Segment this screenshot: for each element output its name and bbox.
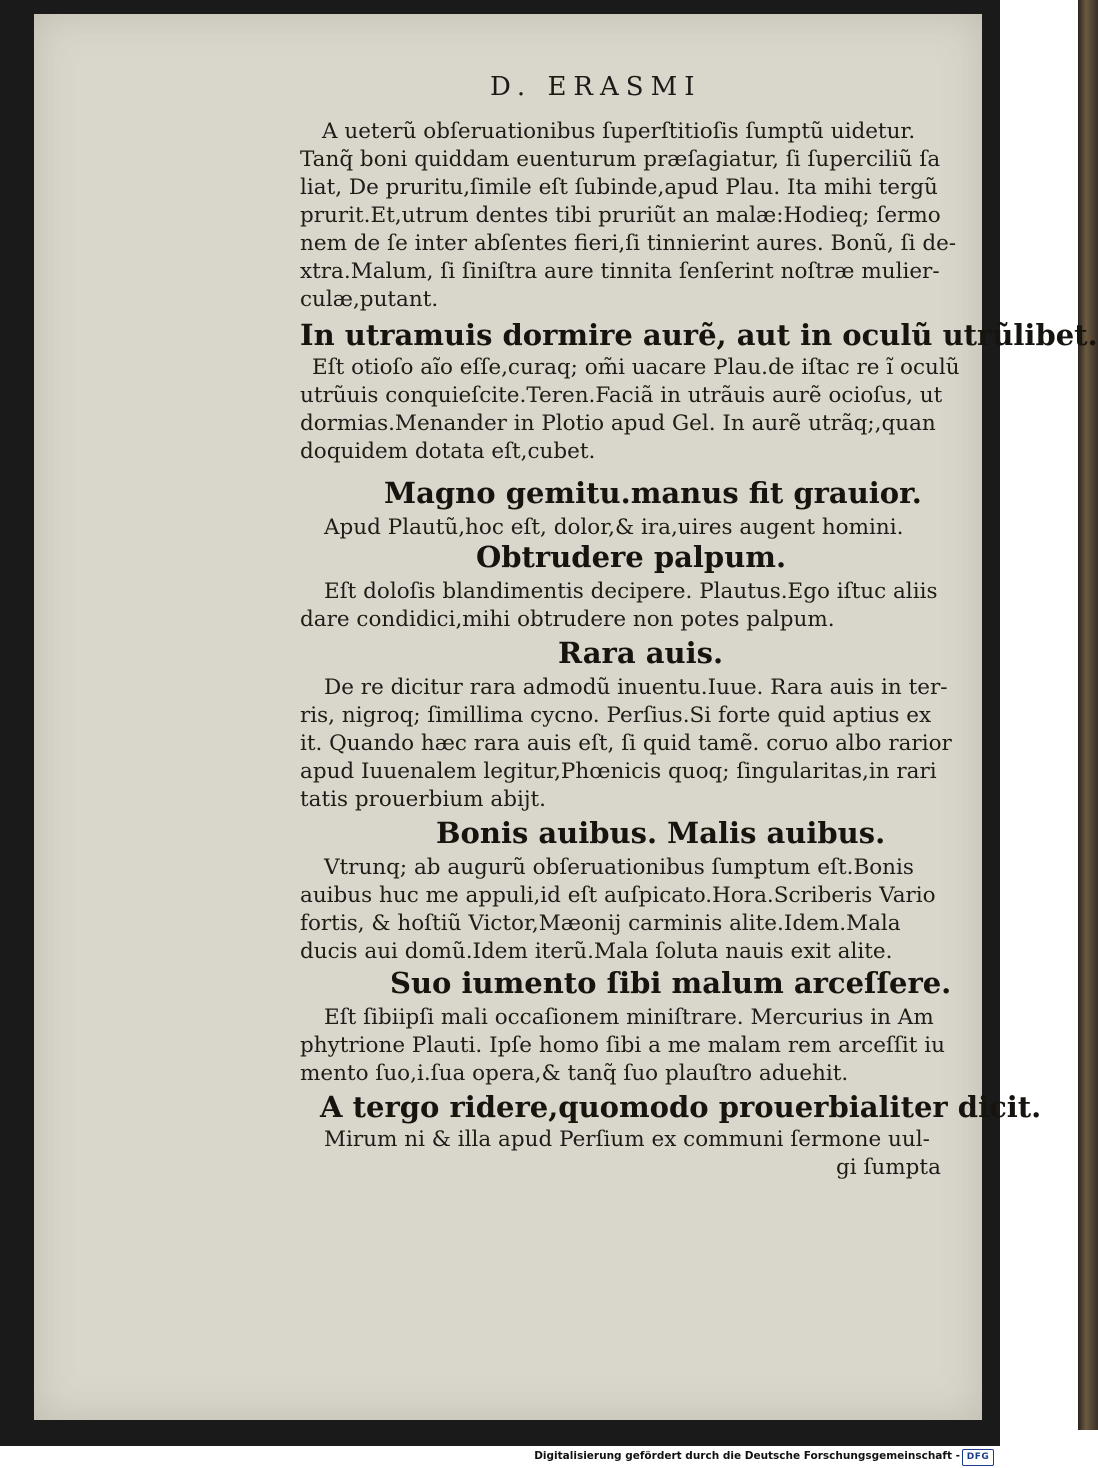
- text-line: ducis aui domũ.Idem iterũ.Mala ſoluta nauis exit alite.: [300, 939, 893, 964]
- section-heading: Magno gemitu.manus fit grauior.: [384, 476, 922, 510]
- text-line: fortis, & hoſtiũ Victor,Mæonij carminis alite.Idem.Mala: [300, 911, 901, 936]
- text-line: auibus huc me appuli,id eſt auſpicato.Hora.Scriberis Vario: [300, 883, 936, 908]
- text-line: ris, nigroq; ſimillima cycno. Perſius.Si forte quid aptius ex: [300, 703, 932, 728]
- section-heading: Obtrudere palpum.: [476, 540, 787, 574]
- text-line: mento ſuo,i.ſua opera,& tanq̃ ſuo plauſtro aduehit.: [300, 1061, 849, 1086]
- text-line: phytrione Plauti. Ipſe homo ſibi a me malam rem arceſſit iu: [300, 1033, 945, 1058]
- text-line: dare condidici,mihi obtrudere non potes palpum.: [300, 607, 835, 632]
- dfg-logo: DFG: [962, 1449, 994, 1466]
- section-heading: In utramuis dormire aurẽ, aut in oculũ utrũlibet.: [300, 318, 1098, 352]
- running-head: D. ERASMI: [490, 72, 702, 102]
- text-line: Vtrunq; ab augurũ obſeruationibus ſumptum eſt.Bonis: [324, 855, 914, 880]
- text-line: apud Iuuenalem legitur,Phœnicis quoq; ſingularitas,in rari: [300, 759, 937, 784]
- text-line: A ueterũ obſeruationibus ſuperſtitioſis ſumptũ uidetur.: [322, 119, 916, 144]
- text-line: Eſt ſibiipſi mali occaſionem miniſtrare. Mercurius in Am: [324, 1005, 934, 1030]
- text-line: De re dicitur rara admodũ inuentu.Iuue. Rara auis in ter-: [324, 675, 948, 700]
- book-page: [34, 14, 1098, 1420]
- text-line: tatis prouerbium abijt.: [300, 787, 546, 812]
- text-line: Eſt doloſis blandimentis decipere. Plautus.Ego iſtuc aliis: [324, 579, 938, 604]
- digitization-footer: [0, 1446, 1000, 1468]
- text-line: Apud Plautũ,hoc eſt, dolor,& ira,uires augent homini.: [324, 515, 904, 540]
- text-line: nem de ſe inter abſentes fieri,ſi tinnierint aures. Bonũ, ſi de-: [300, 231, 957, 256]
- footer-credit: Digitalisierung gefördert durch die Deutsche Forschungsgemeinschaft -: [534, 1450, 960, 1462]
- section-heading: A tergo ridere,quomodo prouerbialiter dicit.: [320, 1090, 1042, 1124]
- text-line: doquidem dotata eſt,cubet.: [300, 439, 596, 464]
- book-spine: [1078, 0, 1098, 1430]
- text-line: liat, De pruritu,ſimile eſt ſubinde,apud Plau. Ita mihi tergũ: [300, 175, 938, 200]
- section-heading: Bonis auibus. Malis auibus.: [436, 816, 886, 850]
- text-line: it. Quando hæc rara auis eſt, ſi quid tamẽ. coruo albo rarior: [300, 731, 952, 756]
- section-heading: Suo iumento ſibi malum arceſſere.: [390, 966, 952, 1000]
- text-line: utrũuis conquieſcite.Teren.Faciã in utrãuis aurẽ ocioſus, ut: [300, 383, 943, 408]
- text-line: dormias.Menander in Plotio apud Gel. In aurẽ utrãq;,quan: [300, 411, 936, 436]
- catchword: gi ſumpta: [836, 1155, 941, 1180]
- text-line: Tanq̃ boni quiddam euenturum præſagiatur, ſi ſuperciliũ ſa: [300, 147, 941, 172]
- text-line: Mirum ni & illa apud Perſium ex communi ſermone uul-: [324, 1127, 930, 1152]
- text-line: xtra.Malum, ſi ſiniſtra aure tinnita ſenſerint noſtræ mulier-: [300, 259, 940, 284]
- text-line: culæ,putant.: [300, 287, 439, 312]
- section-heading: Rara auis.: [558, 636, 724, 670]
- text-line: Eſt otioſo aĩo eſſe,curaq; om̃i uacare Plau.de iſtac re ĩ oculũ: [312, 355, 960, 380]
- text-line: prurit.Et,utrum dentes tibi pruriũt an malæ:Hodieq; ſermo: [300, 203, 941, 228]
